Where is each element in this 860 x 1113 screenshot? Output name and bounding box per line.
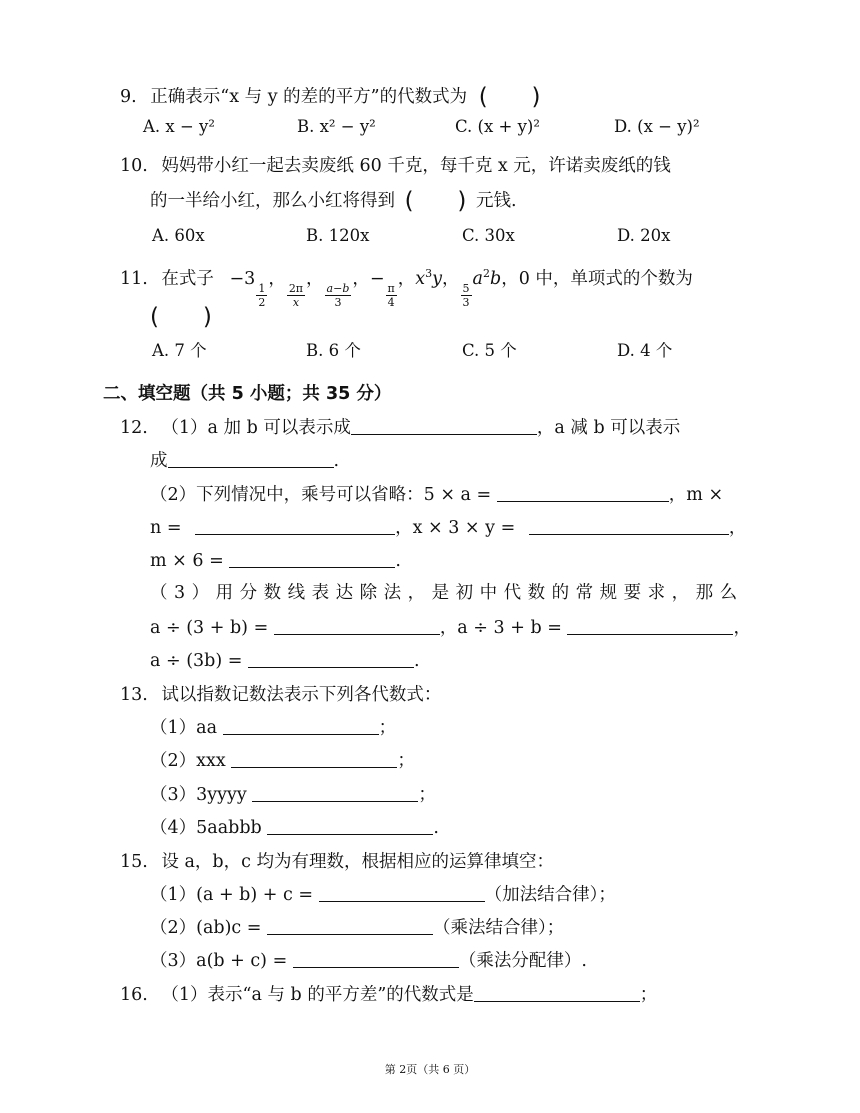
blank-field[interactable] [567,620,733,635]
q12-p3c: ，a ÷ 3 + b = [439,618,562,638]
blank-field[interactable] [274,620,440,635]
expr-2pi-over-x: $\frac{2\pi}{x}$ [288,281,304,310]
q9-number: 9. [120,87,137,107]
blank-field[interactable] [319,887,485,902]
q11-option-d[interactable]: D. 4 个 [617,341,673,360]
blank-field[interactable] [252,787,418,802]
section-heading: 二、填空题（共 5 小题；共 35 分） [103,384,392,404]
answer-bracket[interactable]: ( ) [404,188,467,214]
q10-text-3: 元钱. [475,191,517,211]
q11-line2 [150,306,212,329]
blank-field[interactable] [267,920,433,935]
q12-line5: m × 6 = . [150,551,401,571]
q13-item-2: （2）xxx ； [150,751,415,771]
q13-item-label: （2）xxx [150,751,226,771]
q15-item-2 [150,920,564,938]
q10-number: 10. [120,156,148,176]
q10-option-b[interactable]: B. 120x [306,226,370,245]
blank-field[interactable] [248,653,414,668]
q13-item-label: （1）aa [150,718,218,738]
q10-option-d[interactable]: D. 20x [617,226,671,245]
q13-item-label: （3）3yyyy [150,785,247,805]
q13-item-label: （4）5aabbb [150,818,262,838]
q11-option-a[interactable]: A. 7 个 [152,341,207,360]
blank-field[interactable] [497,487,669,502]
q13-text: 试以指数记数法表示下列各代数式： [161,685,442,705]
q12-p2c: n = [150,518,182,538]
page-footer: 第 2页（共 6 页） [384,1063,476,1076]
q13-item-4: （4）5aabbb . [150,818,439,838]
q11-option-c[interactable]: C. 5 个 [462,341,517,360]
blank-field[interactable] [267,820,433,835]
q10-text-1: 妈妈带小红一起去卖废纸 60 千克，每千克 x 元，许诺卖废纸的钱 [161,156,671,176]
q12-line6 [150,585,744,603]
expr-five-thirds: $\frac{5}{3}$ [462,281,470,310]
q9-option-b[interactable]: B. x² − y² [297,117,376,136]
q15-number: 15. [120,852,148,872]
q12-p3d: a ÷ (3b) = [150,651,243,671]
q12-p2d: ，x × 3 × y = [395,518,516,538]
expr-a-minus-b-over-3: $\frac{a-b}{3}$ [326,281,350,310]
q15-stem [120,854,554,872]
blank-field[interactable] [231,753,397,768]
q9-option-d[interactable]: D. (x − y)² [614,117,700,136]
q15-item-3 [150,953,587,971]
q12-p3a: （3）用分数线表达除法，是初中代数的常规要求，那么 [150,583,744,603]
blank-field[interactable] [168,453,334,468]
q12-p2b: ，m × [668,485,724,505]
q11-tail: 0 中，单项式的个数为 [518,268,693,289]
q11-lead: 在式子 [161,268,214,289]
q12-line2: 成 . [150,451,340,471]
q15-item-1 [150,887,616,905]
q9-text: 正确表示“x 与 y 的差的平方”的代数式为 [150,87,468,107]
q15-item-law: （乘法结合律）； [433,918,565,938]
q12-p1b: ，a 减 b 可以表示 [536,418,681,438]
q10-line1 [120,158,671,176]
blank-field[interactable] [474,987,640,1002]
q13-item-1: （1）aa ； [150,718,397,738]
q16-text: （1）表示“a 与 b 的平方差”的代数式是 [161,985,474,1005]
q10-option-a[interactable]: A. 60x [152,226,205,245]
q10-option-c[interactable]: C. 30x [462,226,515,245]
blank-field[interactable] [229,553,395,568]
blank-field[interactable] [351,420,537,435]
q15-item-lead: （3）a(b + c) = [150,951,288,971]
blank-field[interactable] [529,520,729,535]
q15-item-law: （乘法分配律）. [458,951,587,971]
q11-option-b[interactable]: B. 6 个 [306,341,361,360]
q12-line1 [120,420,680,438]
expr-x3y: $x^3y$ [415,267,443,289]
q12-p3b: a ÷ (3 + b) = [150,618,269,638]
expr-a2b: $a^2b$ [472,267,502,289]
expr-mixed-number: −3 $\frac{1}{2}$ ， [229,268,286,310]
q9-option-c[interactable]: C. (x + y)² [455,117,540,136]
q15-item-law: （加法结合律）； [484,885,616,905]
q15-text: 设 a，b，c 均为有理数，根据相应的运算律填空： [161,852,554,872]
q12-p2e: m × 6 = [150,551,224,571]
q12-number: 12. [120,418,148,438]
q10-text-2: 的一半给小红，那么小红将得到 [150,191,395,211]
q12-p1a: （1）a 加 b 可以表示成 [161,418,351,438]
q13-item-3: （3）3yyyy ； [150,785,436,805]
q12-line7: a ÷ (3 + b) = ，a ÷ 3 + b = ， [150,618,751,638]
q12-line8: a ÷ (3b) = . [150,651,420,671]
q11-number: 11. [120,268,148,289]
answer-bracket[interactable]: ( ) [478,84,541,110]
blank-field[interactable] [195,520,395,535]
q15-item-lead: （1）(a + b) + c = [150,885,314,905]
q10-line2 [150,190,517,213]
q13-stem [120,687,441,705]
q16-stem: 16. （1）表示“a 与 b 的平方差”的代数式是 ； [120,985,658,1005]
answer-bracket[interactable]: ( ) [150,304,212,330]
q12-line4: n = ，x × 3 × y = ， [150,518,747,538]
q13-number: 13. [120,685,148,705]
blank-field[interactable] [293,953,459,968]
q12-line3 [150,487,723,505]
blank-field[interactable] [223,720,379,735]
q9-stem [120,86,541,109]
q12-p1c: 成 [150,451,168,471]
q15-item-lead: （2）(ab)c = [150,918,262,938]
q9-option-a[interactable]: A. x − y² [143,117,215,136]
q12-p2a: （2）下列情况中，乘号可以省略：5 × a = [150,485,492,505]
q11-line1: 11. 在式子 −3 $\frac{1}{2}$ ， $\frac{2\pi}{x}$ ， $\frac{a-b}{3}$ ，− $\frac{\pi}{4}$ ，$x^3y$， $\frac{5}{3}$ $a^2b$，0 中，单项式的个数为 [120,267,693,310]
expr-pi-over-4: $\frac{\pi}{4}$ [387,281,395,310]
q16-number: 16. [120,985,148,1005]
